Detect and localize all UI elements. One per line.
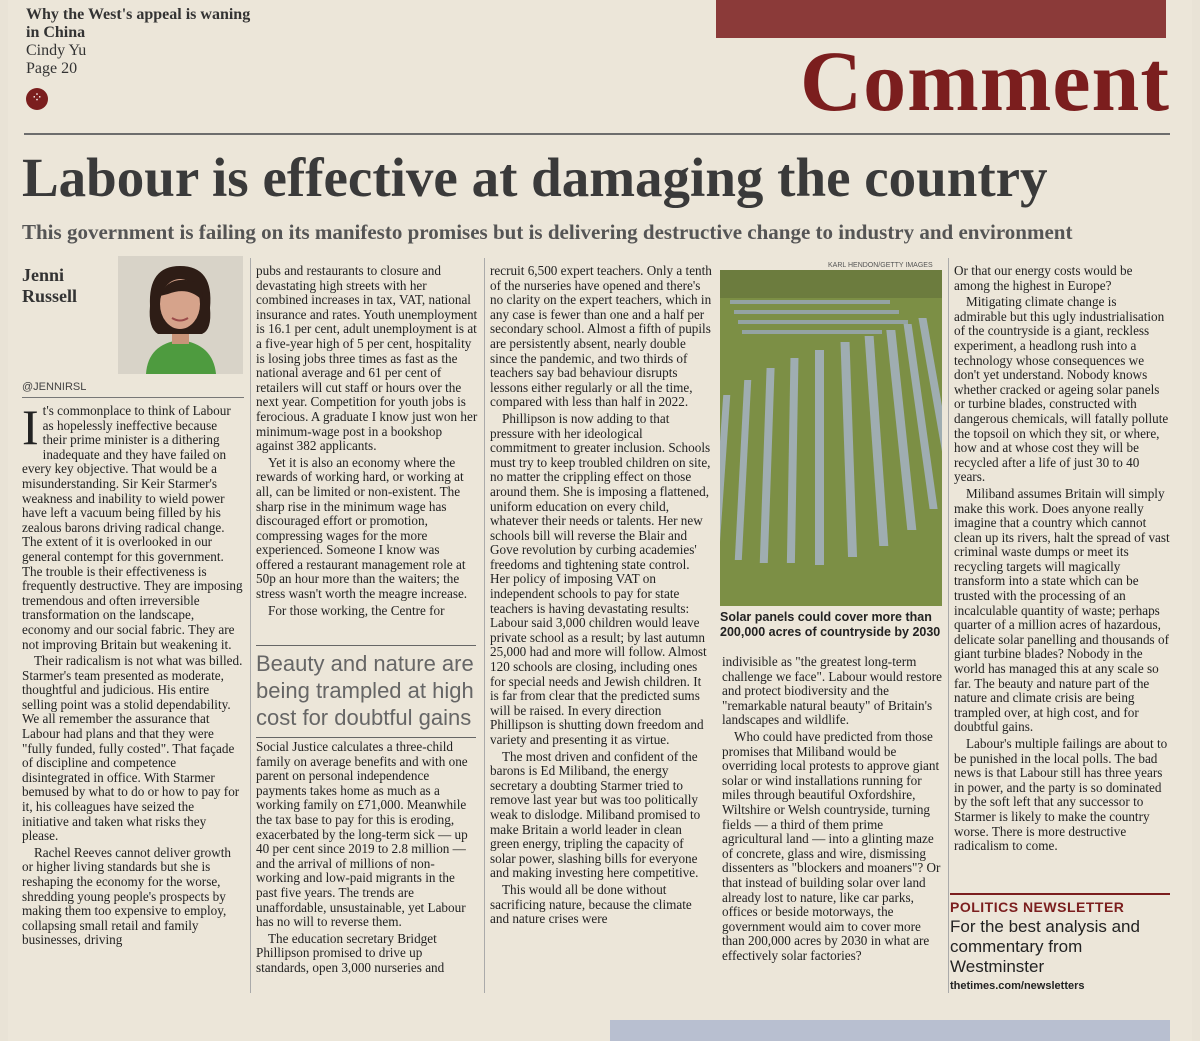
- twitter-handle: @JENNIRSL: [22, 381, 87, 393]
- newsletter-title: POLITICS NEWSLETTER: [950, 899, 1125, 915]
- column-2: [256, 264, 478, 620]
- byline-last-name: Russell: [22, 286, 78, 306]
- paragraph: For those working, the Centre for: [268, 602, 445, 618]
- byline-first-name: Jenni: [22, 265, 65, 285]
- paragraph: It's commonplace to think of Labour as hopelessly ineffective because their prime minister is a dithering inadequate and they have failed on every key objective. That would be a misunderstanding. Sir Keir Starmer's weakness and inability to wield power have left a vacuum being filled by his zealous barons driving radical change. The extent of it is overlooked in our general contempt for this government. The trouble is their effectiveness is frequently destructive. They are imposing tremendous and often irreversible transformation on the landscape, economy and our social fabric. They are not improving Britain but weakening it.: [22, 399, 243, 652]
- paragraph: The most driven and confident of the barons is Ed Miliband, the energy secretary a doubting Starmer tried to remove last year but was too politically weak to dislodge. Miliband promised to make Britain a world leader in clean green energy, tripling the capacity of solar power, slashing bills for everyone and making investing here competitive.: [490, 748, 701, 881]
- paragraph: This would all be done without sacrificing nature, because the climate and nature crises were: [490, 881, 692, 927]
- dots-icon: ⁘: [26, 88, 48, 110]
- paragraph: recruit 6,500 expert teachers. Only a tenth of the nurseries have opened and there's no clarity on the expert teachers, which in any case is fewer than one and a half per secondary school. Almost a fifth of pupils are persistently absent, nearly double since the pandemic, and two thirds of teachers say bad behaviour disrupts lessons either regularly or all the time, compared with less than half in 2022.: [490, 263, 712, 410]
- author-photo: [118, 256, 243, 374]
- paragraph: Rachel Reeves cannot deliver growth or higher living standards but she is reshaping the economy for the worse, shredding young people's prospects by making them too expensive to employ, collapsing small retail and family businesses, driving: [22, 844, 232, 948]
- newsletter-promo[interactable]: [950, 893, 1170, 992]
- photo-caption: Solar panels could cover more than 200,000 acres of countryside by 2030: [720, 610, 941, 639]
- section-title: Comment: [799, 33, 1170, 129]
- paragraph: Mitigating climate change is admirable but this ugly industrialisation of the countryside is a giant, reckless experiment, a headlong rush into a technology whose consequences we don't yet understand. Nobody knows whether cracked or ageing solar panels or turbine blades, constructed with dangerous chemicals, will fatally pollute the topsoil on which they sit, or where, how and at whose cost they will be recycled after a life of just 30 to 40 years.: [954, 294, 1169, 485]
- paragraph: The education secretary Bridget Phillipson promised to drive up standards, open 3,000 nurseries and: [256, 930, 445, 975]
- column-4: [722, 655, 944, 965]
- paragraph: pubs and restaurants to closure and devastating high streets with her combined increases in tax, VAT, national insurance and rates. Youth unemployment is 16.1 per cent, adult unemployment is at a five-year high of 5 per cent, hospitality is losing jobs three times as fast as the national average and 61 per cent of retailers will cut staff or hours over the next year. Competition for youth jobs is ferocious. A graduate I know just won her minimum-wage post in a bookshop against 382 applicants.: [256, 263, 478, 454]
- divider: [24, 133, 1170, 135]
- column-2-continued: [256, 740, 478, 978]
- newsletter-body: For the best analysis and commentary from Westminster: [950, 917, 1140, 976]
- newsletter-link[interactable]: thetimes.com/newsletters: [950, 980, 1085, 992]
- teaser[interactable]: [26, 6, 256, 78]
- paragraph: Yet it is also an economy where the rewards of working hard, or working at all, can be limited or non-existent. The sharp rise in the minimum wage has discouraged effort or promotion, compressing wages for the more experienced. Someone I know was offered a restaurant management role at 50p an hour more than the waiters; the stress wasn't worth the meagre increase.: [256, 454, 468, 602]
- article-headline: Labour is effective at damaging the country: [22, 147, 1048, 208]
- paragraph: Their radicalism is not what was billed. Starmer's team presented as moderate, thoughtful and judicious. His entire selling point was a stolid dependability. We all remember the assurance that Labour had plans and that they were "fully funded, fully costed". That façade of discipline and competence disintegrated in office. With Starmer bemused by what to do or how to pay for it, his colleagues have seized the initiative and taken what risks they please.: [22, 653, 243, 844]
- column-rule: [250, 258, 251, 993]
- teaser-headline: Why the West's appeal is waning in China: [26, 6, 251, 41]
- column-3: [490, 264, 712, 929]
- column-5: [954, 264, 1170, 856]
- divider: [22, 397, 244, 398]
- paragraph: Miliband assumes Britain will simply make this work. Does anyone really imagine that a country which cannot clean up its rivers, halt the spread of vast criminal waste dumps or meet its recycling targets will magically transform into a state which can be trusted with the processing of an incalculable quantity of waste; perhaps quarter of a million acres of hazardous, delicate solar panelling and thousands of giant turbine blades? Nobody in the world has managed this at any scale so far. The beauty and nature part of the nature and climate crisis are being trampled over, at high cost, and for doubtful gains.: [954, 485, 1170, 735]
- drop-cap: I: [22, 399, 39, 455]
- teaser-author: Cindy Yu: [26, 42, 87, 59]
- column-rule: [484, 258, 485, 993]
- paragraph: Social Justice calculates a three-child family on average benefits and with one parent on personal independence payments takes home as much as a working family on £71,000. Meanwhile the tax base to pay for this is eroding, exacerbated by the long-term sick — up 40 per cent since 2019 to 2.8 million — and the arrival of millions of non-working and low-paid migrants in the past five years. The trends are unaffordable, unsustainable, yet Labour has no will to reverse them.: [256, 739, 468, 930]
- solar-farm-photo: [720, 270, 942, 606]
- column-rule: [948, 258, 949, 993]
- page-edge-strip: [610, 1020, 1170, 1041]
- paragraph: indivisible as "the greatest long-term challenge we face". Labour would restore and protect biodiversity and the "remarkable natural beauty" of Britain's landscapes and wildlife.: [722, 654, 942, 728]
- teaser-page: Page 20: [26, 60, 78, 77]
- byline: [22, 265, 77, 307]
- paragraph: Phillipson is now adding to that pressure with her ideological commitment to greater inclusion. Schools must try to keep troubled children on site, no matter the crippling effect on those around them. She is imposing a flattened, uniform education on every child, whatever their needs or talents. Her new schools bill will reverse the Blair and Gove revolution by curbing academies' freedoms and tightening state control. Her policy of imposing VAT on independent schools to pay for state teachers is having devastating results: Labour said 3,000 children would leave private school as a result; by last autumn 25,000 had and more will follow. Almost 120 schools are closing, including ones for special needs and Jewish children. It is far from clear that the predicted sums will be raised. In every direction Phillipson is shutting down freedom and variety and presenting it as virtue.: [490, 410, 711, 747]
- column-1: [22, 399, 244, 950]
- article-standfirst: This government is failing on its manifesto promises but is delivering destructive change to industry and environment: [22, 220, 1073, 244]
- paragraph: Or that our energy costs would be among the highest in Europe?: [954, 263, 1133, 293]
- photo-credit: KARL HENDON/GETTY IMAGES: [828, 262, 933, 269]
- paragraph: Labour's multiple failings are about to be punished in the local polls. The bad news is that Labour still has three years in power, and the party is so dominated by the soft left that any successor to Starmer is likely to make the country worse. There is more destructive radicalism to come.: [954, 736, 1168, 854]
- paragraph: Who could have predicted from those promises that Miliband would be overriding local protests to approve giant solar or wind installations running for miles through beautiful Oxfordshire, Wiltshire or Welsh countryside, turning fields — a third of them prime agricultural land — into a glinting maze of concrete, glass and wire, dismissing dissenters as "blockers and moaners"? Or that instead of building solar over land already lost to nature, like car parks, offices or beside motorways, the government would aim to cover more than 200,000 acres by 2030 in what are effectively solar factories?: [722, 728, 941, 963]
- pull-quote: Beauty and nature are being trampled at high cost for doubtful gains: [256, 645, 476, 738]
